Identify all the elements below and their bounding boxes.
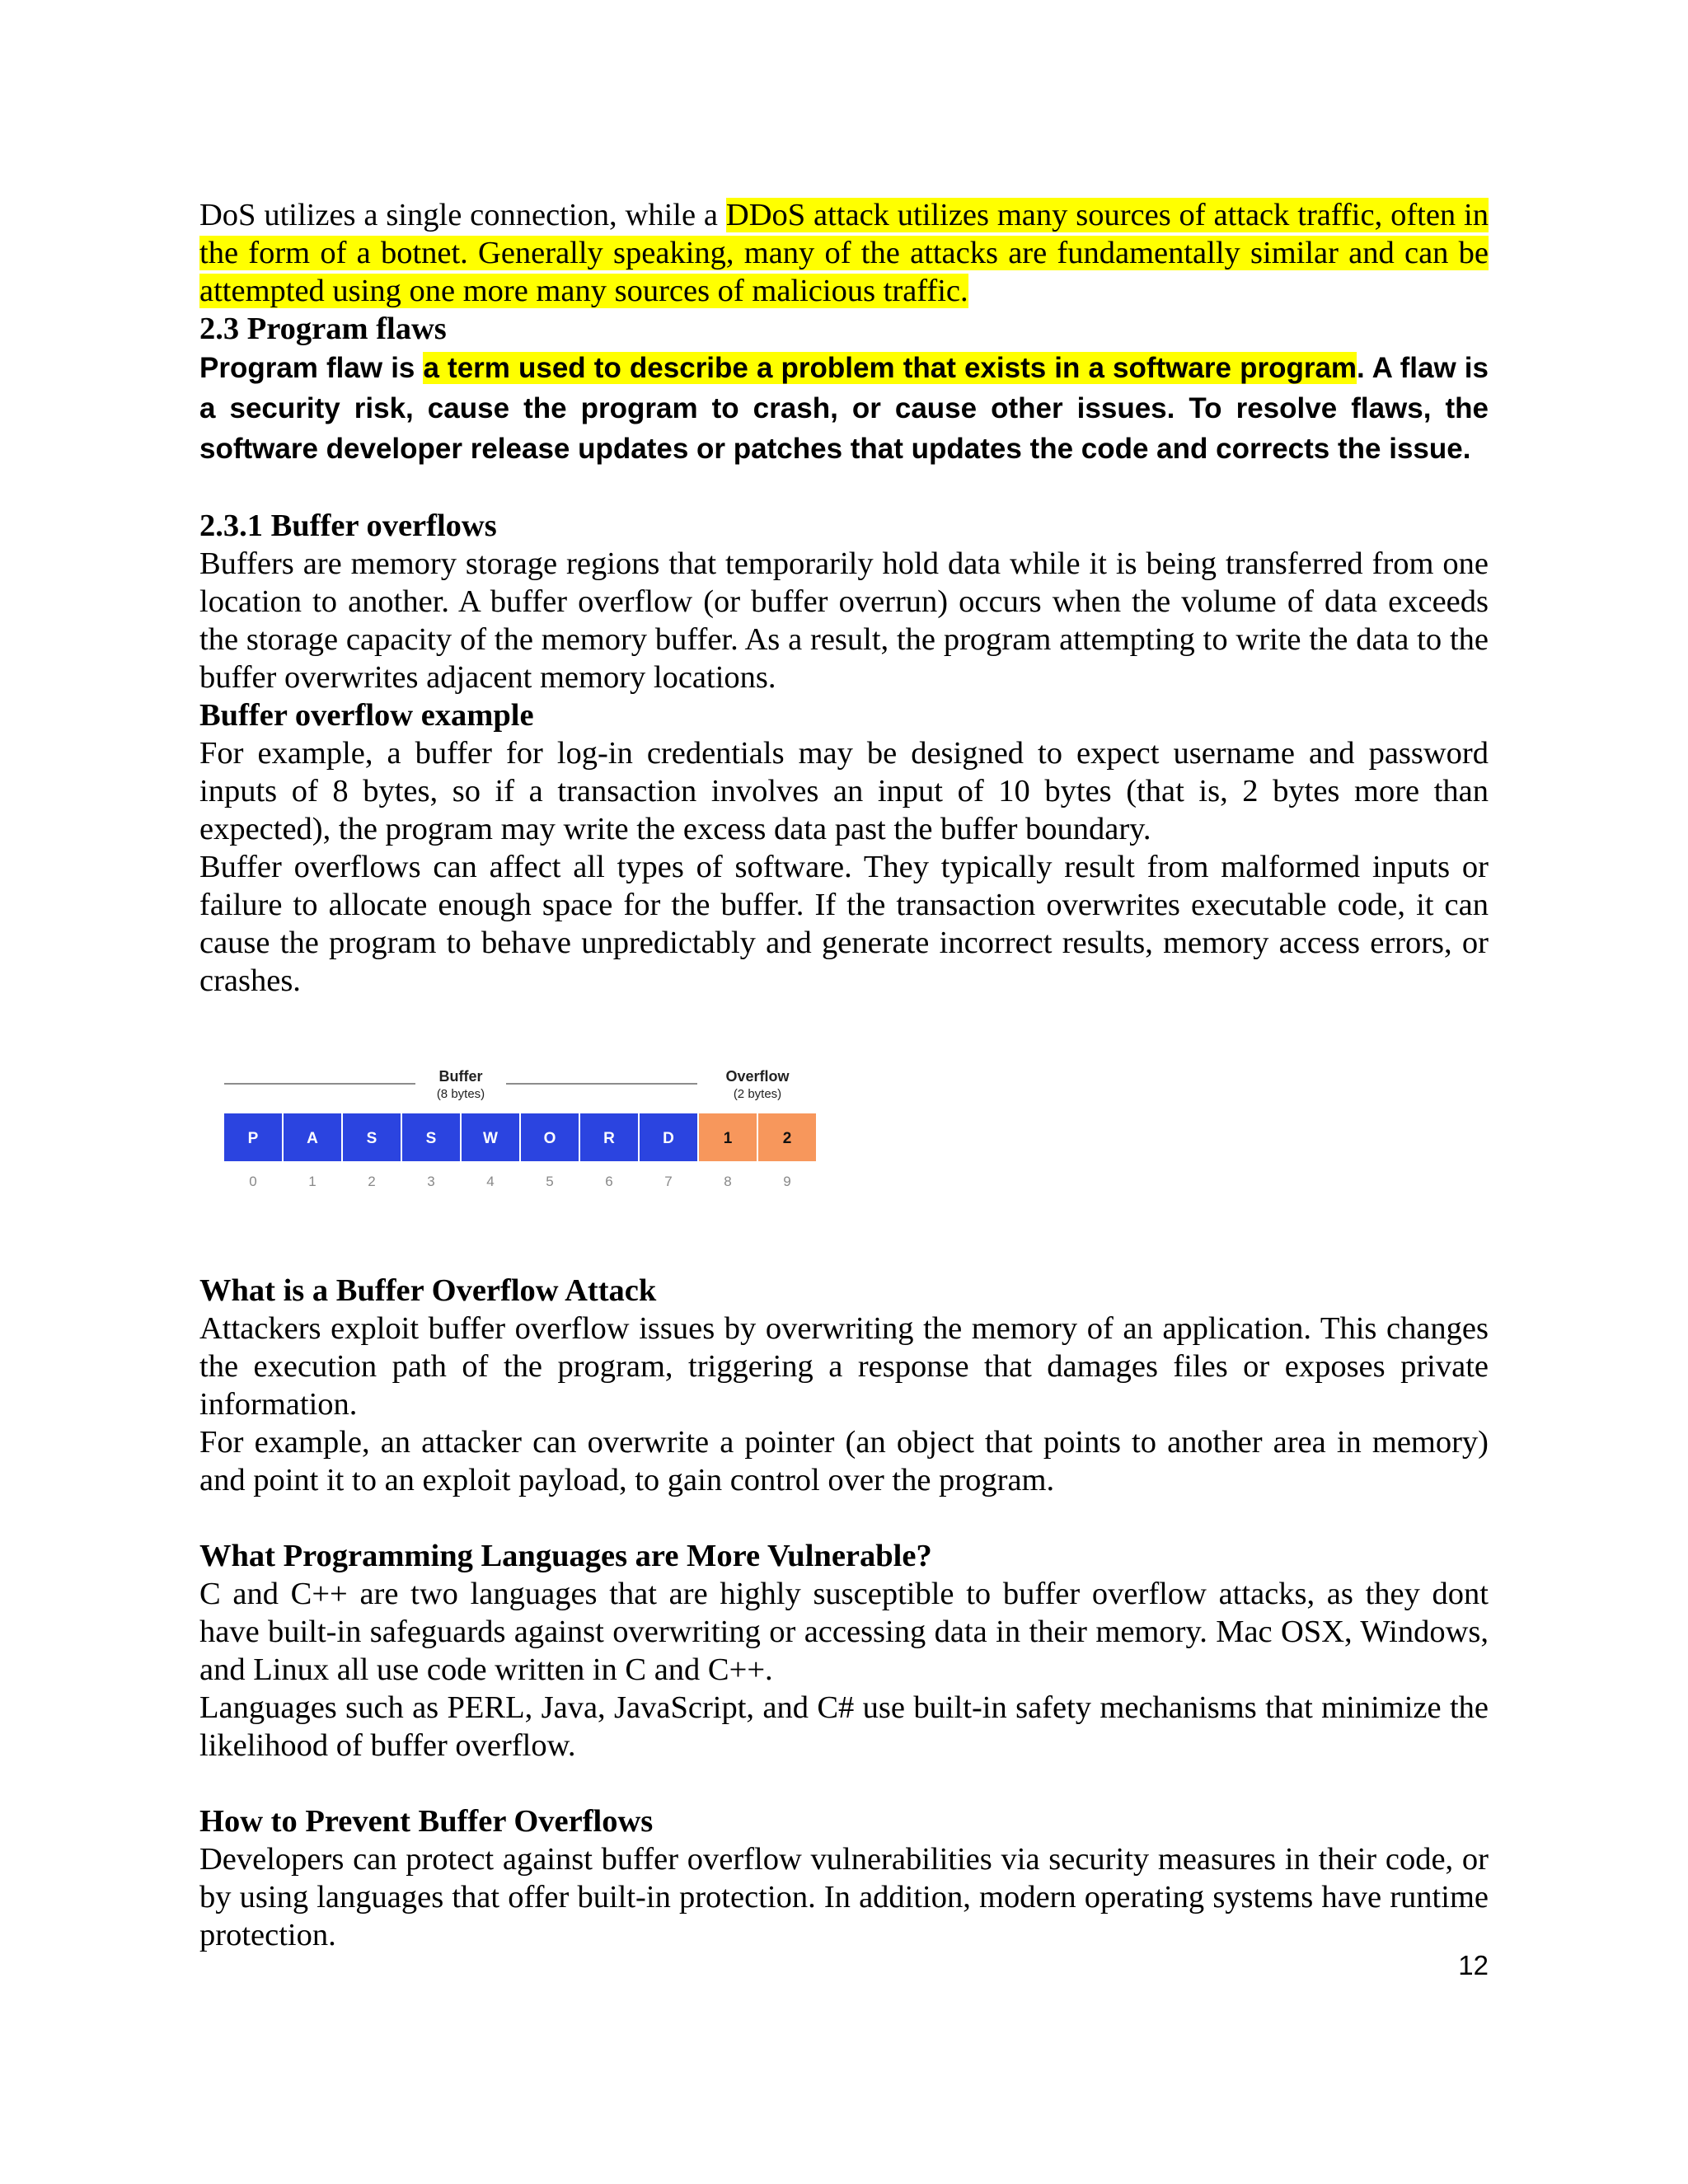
- cell-index: 5: [546, 1174, 554, 1189]
- heading-buffer-overflow-example: Buffer overflow example: [199, 698, 534, 733]
- heading-buffer-overflows: 2.3.1 Buffer overflows: [199, 509, 497, 543]
- cell-index: 3: [427, 1174, 435, 1189]
- cell-index: 2: [368, 1174, 376, 1189]
- definition-prefix: Program flaw is: [199, 352, 424, 384]
- attack-paragraph-1: Attackers exploit buffer overflow issues by overwriting the memory of an application. This changes the execution path of the program, triggering a response that damages files or exposes private information.: [199, 1311, 1489, 1422]
- cell-index: 0: [249, 1174, 257, 1189]
- cell-letter: S: [366, 1130, 377, 1147]
- cell-letter: D: [663, 1130, 674, 1147]
- cell-index: 9: [783, 1174, 791, 1189]
- buffer-diagram: [224, 1066, 818, 1189]
- heading-prevent: How to Prevent Buffer Overflows: [199, 1804, 654, 1839]
- cell-index: 8: [724, 1174, 732, 1189]
- prevent-paragraph: Developers can protect against buffer overflow vulnerabilities via security measures in their code, or by using languages that offer built-in protection. In addition, modern operating systems have runtime protection.: [199, 1842, 1489, 1952]
- heading-attack: What is a Buffer Overflow Attack: [199, 1273, 657, 1308]
- cells-group: [224, 1113, 816, 1189]
- definition-rest: . A flaw is a security risk, cause the program to crash, or cause other issues. To resolve flaws, the software developer release updates or patches that updates the code and corrects the issue.: [199, 352, 1489, 465]
- languages-paragraph-2: Languages such as PERL, Java, JavaScript, and C# use built-in safety mechanisms that minimize the likelihood of buffer overflow.: [199, 1690, 1489, 1763]
- intro-paragraph: [199, 196, 1489, 310]
- program-flaw-definition: [199, 348, 1489, 469]
- cell-letter: A: [307, 1130, 318, 1147]
- example-paragraph-2: Buffer overflows can affect all types of software. They typically result from malformed inputs or failure to allocate enough space for the buffer. If the transaction overwrites executable code, it can cause the program to behave unpredictably and generate incorrect results, memory access errors, or crashes.: [199, 850, 1489, 998]
- buffer-overflows-paragraph: Buffers are memory storage regions that temporarily hold data while it is being transferred from one location to another. A buffer overflow (or buffer overrun) occurs when the volume of data exceeds the storage capacity of the memory buffer. As a result, the program attempting to write the data to the buffer overwrites adjacent memory locations.: [199, 546, 1489, 695]
- cell-letter: W: [483, 1130, 498, 1147]
- cell-index: 7: [664, 1174, 673, 1189]
- cell-letter: 2: [782, 1130, 792, 1147]
- cell-letter: P: [247, 1130, 259, 1147]
- cell-letter: O: [543, 1130, 556, 1147]
- attack-paragraph-2: For example, an attacker can overwrite a pointer (an object that points to another area in memory) and point it to an exploit payload, to gain control over the program.: [199, 1425, 1489, 1497]
- cell-letter: R: [603, 1130, 615, 1147]
- example-paragraph-1: For example, a buffer for log-in credentials may be designed to expect username and password inputs of 8 bytes, so if a transaction involves an input of 10 bytes (that is, 2 bytes more than expected), the program may write the excess data past the buffer boundary.: [199, 736, 1489, 846]
- overflow-sub-label: (2 bytes): [733, 1087, 782, 1101]
- page-content: [199, 196, 1489, 1954]
- spacer: [199, 469, 1489, 507]
- definition-highlight: a term used to describe a problem that exists in a software program: [423, 352, 1357, 384]
- intro-highlighted-text: DDoS attack utilizes many sources of attack traffic, often in the form of a botnet. Generally speaking, many of the attacks are fundamentally similar and can be attempted using one more many sources of malicious traffic.: [199, 198, 1489, 308]
- heading-program-flaws: 2.3 Program flaws: [199, 312, 447, 346]
- buffer-overflow-figure: [199, 1024, 1489, 1272]
- cell-index: 4: [486, 1174, 495, 1189]
- cell-letter: S: [425, 1130, 437, 1147]
- spacer: [199, 1765, 1489, 1802]
- cell-index: 6: [605, 1174, 613, 1189]
- buffer-sub-label: (8 bytes): [436, 1087, 485, 1101]
- intro-plain-text: DoS utilizes a single connection, while a: [199, 198, 726, 232]
- cell-index: 1: [308, 1174, 316, 1189]
- spacer: [199, 1499, 1489, 1537]
- heading-languages: What Programming Languages are More Vulnerable?: [199, 1539, 932, 1573]
- languages-paragraph-1: C and C++ are two languages that are highly susceptible to buffer overflow attacks, as they dont have built-in safeguards against overwriting or accessing data in their memory. Mac OSX, Windows, and Linux all use code written in C and C++.: [199, 1577, 1489, 1687]
- overflow-label: Overflow: [725, 1068, 790, 1085]
- page-number: 12: [1458, 1950, 1489, 1980]
- buffer-label: Buffer: [438, 1068, 483, 1085]
- cell-letter: 1: [723, 1130, 733, 1147]
